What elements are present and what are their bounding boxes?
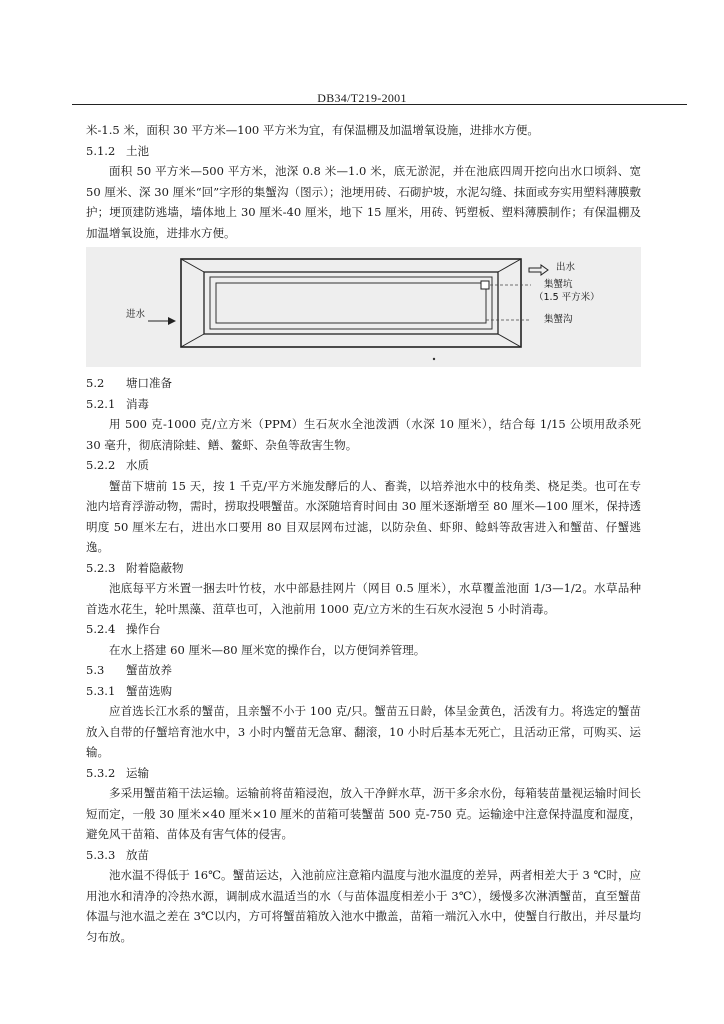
header-divider (72, 104, 687, 105)
section-title: 操作台 (126, 622, 161, 636)
section-text-5-3-1: 应首选长江水系的蟹苗，且亲蟹不小于 100 克/只。蟹苗五日龄，体呈金黄色，活泼有力。将选定的蟹苗放入自带的仔蟹培育池水中，3 小时内蟹苗无急窜、翻滚，10 小时后基本无死亡，且活动正常，可购买、运输。 (86, 704, 641, 759)
section-title: 蟹苗放养 (126, 663, 172, 677)
corner-line-tl (181, 259, 204, 272)
section-text-5-3-3: 池水温不得低于 16℃。蟹苗运达，入池前应注意箱内温度与池水温度的差异，两者相差大于 3 ℃时，应用池水和清净的冷热水源，调制成水温适当的水（与苗体温度相差小于 3℃），缓慢多次淋洒蟹苗，直至蟹苗体温与池水温之差在 3℃以内，方可将蟹苗箱放入池水中撒盖，苗箱一端沉入水中，使蟹自行散出，并尽量均匀布放。 (86, 868, 641, 944)
section-text-5-2-4: 在水上搭建 60 厘米—80 厘米宽的操作台，以方便饲养管理。 (109, 642, 426, 657)
section-heading-5-2-1 (86, 394, 641, 415)
section-title: 蟹苗选购 (126, 683, 172, 698)
section-title: 水质 (126, 458, 149, 472)
section-text-5-2-1: 用 500 克-1000 克/立方米（PPM）生石灰水全池泼洒（水深 10 厘米），结合每 1/15 公顷用敌杀死 30 毫升，彻底清除蛙、鳝、鳌虾、杂鱼等敌害生物。 (86, 417, 641, 452)
section-title: 放苗 (126, 847, 149, 862)
document-body (86, 120, 641, 947)
section-text-5-1-2: 面积 50 平方米—500 平方米，池深 0.8 米—1.0 米，底无淤泥，并在池底四周开挖向出水口顷斜、宽 50 厘米、深 30 厘米“回”字形的集蟹沟（图示）；池埂用砖、石砌护坡，水泥勾缝、抹面或夯实用塑料薄膜敷护；埂顶建防逃墙，墙体地上 30 厘米-40 厘米，地下 15 厘米，用砖、钙塑板、塑料薄膜制作；有保温棚及加温增氧设施，进排水方便。 (86, 164, 641, 240)
section-text-5-2-2: 蟹苗下塘前 15 天，按 1 千克/平方米施发酵后的人、畜粪，以培养池水中的枝角类、桡足类。也可在专池内培育浮游动物，需时，捞取投喂蟹苗。水深随培育时间由 30 厘米逐渐增至 80 厘米—100 厘米，保持透明度 50 厘米左右，进出水口要用 80 目双层网布过滤，以防杂鱼、虾卵、鲶蚪等敌害进入和蟹苗、仔蟹逃逸。 (86, 478, 641, 554)
section-heading-5-3-3 (86, 845, 641, 866)
section-number: 5.2.2 (86, 458, 116, 472)
inlet-arrow-icon (168, 317, 176, 325)
ditch-inner-edge (216, 283, 486, 323)
pit-size-label: （1.5 平方米） (534, 292, 600, 303)
pond-inner-wall (204, 272, 498, 334)
section-title: 土池 (126, 143, 149, 158)
print-speck (433, 358, 435, 360)
section-heading-5-2-2 (86, 455, 641, 476)
section-number: 5.3 (86, 663, 105, 677)
section-title: 消毒 (126, 396, 149, 411)
section-heading-5-3-2 (86, 763, 641, 784)
section-text-5-3-2: 多采用蟹苗箱干法运输。运输前将苗箱浸泡，放入干净鲜水草，沥干多余水份，每箱装苗量视运输时间长短而定，一般 30 厘米×40 厘米×10 厘米的苗箱可装蟹苗 500 克-750 克。运输途中注意保持温度和湿度，避免风干苗箱、苗体及有害气体的侵害。 (86, 786, 641, 841)
section-title: 运输 (126, 765, 149, 780)
section-number: 5.3.1 (86, 683, 116, 698)
section-number: 5.3.3 (86, 847, 116, 862)
outlet-arrow-icon (529, 265, 548, 275)
section-heading-5-2 (86, 373, 641, 394)
section-heading-5-2-3 (86, 558, 641, 579)
pond-diagram (86, 247, 641, 367)
section-heading-5-3 (86, 660, 641, 681)
intro-line: 米-1.5 米，面积 30 平方米—100 平方米为宜，有保温棚及加温增氧设施，进排水方便。 (86, 123, 539, 137)
corner-line-br (498, 334, 521, 347)
corner-line-tr (498, 259, 521, 272)
ditch-outer-edge (210, 277, 492, 329)
inlet-label: 进水 (126, 309, 146, 320)
section-title: 附着隐蔽物 (126, 560, 184, 575)
section-number: 5.1.2 (86, 143, 116, 158)
section-number: 5.2 (86, 376, 105, 390)
section-text-5-2-3: 池底每平方米置一捆去叶竹枝，水中部悬挂网片（网目 0.5 厘米），水草覆盖池面 1/3—1/2。水草品种首选水花生，轮叶黑藻、菹草也可，入池前用 1000 克/立方米的生石灰水浸泡 5 小时消毒。 (86, 581, 641, 616)
section-number: 5.2.4 (86, 622, 116, 636)
section-number: 5.2.3 (86, 560, 116, 575)
ditch-label: 集蟹沟 (544, 314, 573, 325)
collection-pit-mark (481, 281, 489, 289)
section-number: 5.2.1 (86, 396, 116, 411)
section-heading-5-2-4 (86, 619, 641, 640)
document-code: DB34/T219-2001 (317, 91, 407, 105)
section-heading-5-3-1 (86, 681, 641, 702)
corner-line-bl (181, 334, 204, 347)
section-number: 5.3.2 (86, 765, 116, 780)
outlet-label: 出水 (556, 262, 576, 273)
section-title: 塘口准备 (126, 376, 172, 390)
pit-label: 集蟹坑 (544, 279, 573, 290)
section-heading-5-1-2 (86, 141, 641, 162)
